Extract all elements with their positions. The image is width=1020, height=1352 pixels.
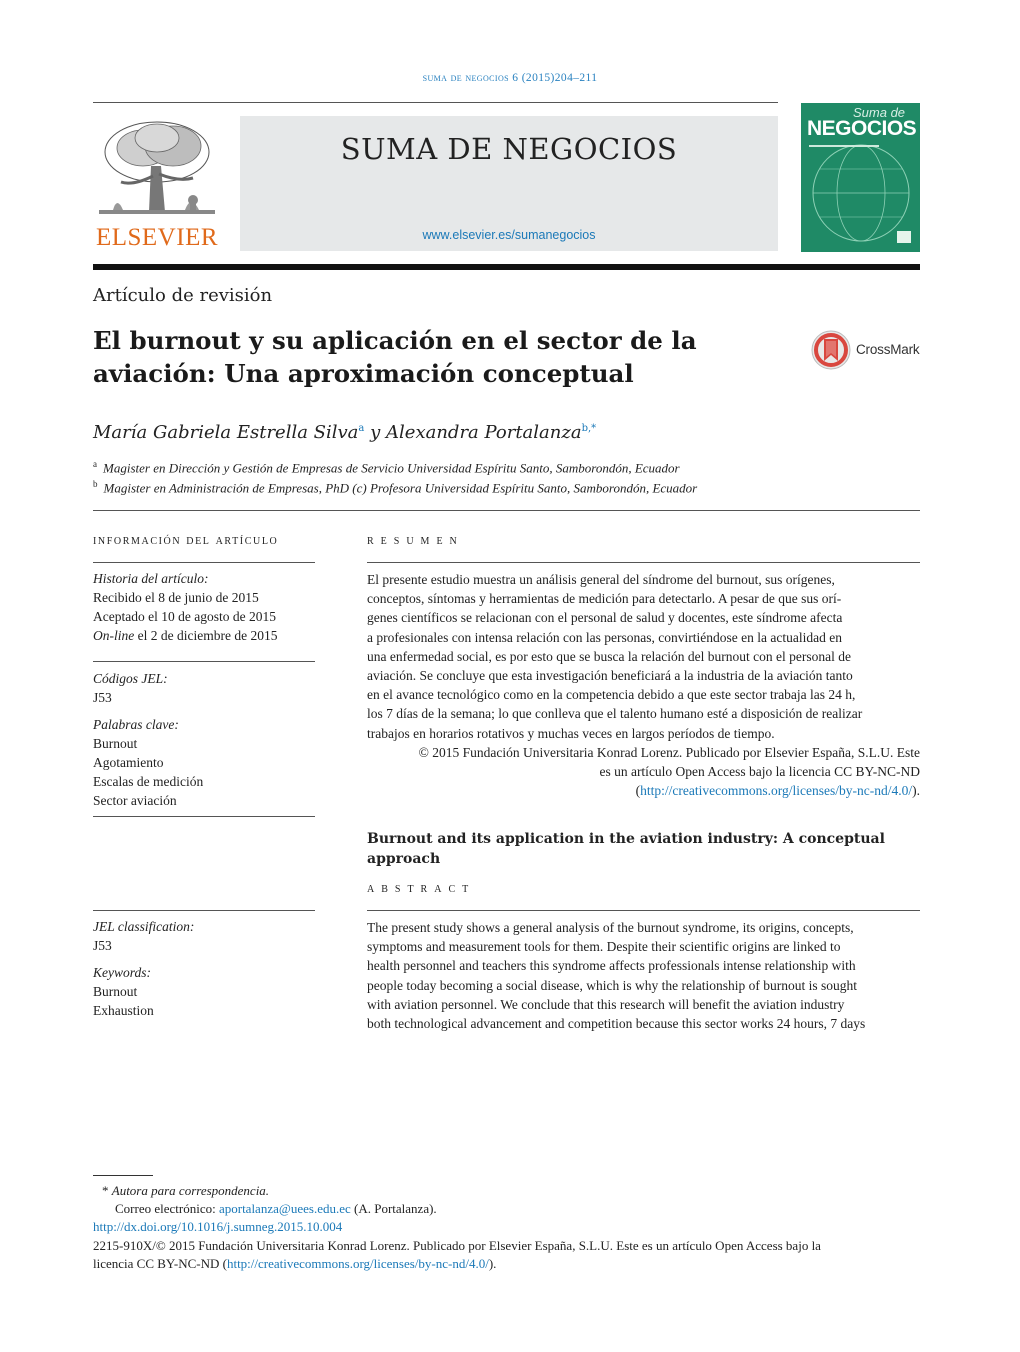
article-history [93, 569, 315, 645]
jel-code-en: J53 [93, 938, 112, 953]
resumen-body [367, 570, 920, 800]
footnote-star: * [102, 1183, 109, 1198]
jel-codes [93, 669, 315, 707]
jel-classification-en [93, 917, 315, 955]
english-title [367, 829, 887, 869]
resumen-line: los 7 días de la semana; lo que conlleva que el talento humano esté a disposición de realizar [367, 706, 863, 722]
resumen-line: conceptos, síntomas y herramientas de medición para detectarlo. A pesar de que sus orí- [367, 591, 842, 607]
license-link[interactable]: http://creativecommons.org/licenses/by-nc-nd/4.0/ [640, 783, 913, 799]
running-head-issue: 6 (2015)204–211 [512, 72, 598, 84]
copyright-line: es un artículo Open Access bajo la licencia CC BY-NC-ND [599, 764, 920, 780]
article-title [93, 324, 733, 390]
affiliation-text: Magister en Dirección y Gestión de Empresas de Servicio Universidad Espíritu Santo, Samborondón, Ecuador [103, 460, 680, 476]
affiliation-marker[interactable]: a [358, 423, 365, 434]
received-date: Recibido el 8 de junio de 2015 [93, 590, 259, 605]
author-list [93, 422, 596, 443]
online-date-text: el 2 de diciembre de 2015 [134, 628, 278, 643]
doi-note [93, 1218, 920, 1236]
article-title-line2: aviación: Una aproximación conceptual [93, 359, 634, 388]
copyright-line: © 2015 Fundación Universitaria Konrad Lorenz. Publicado por Elsevier España, S.L.U. Este [418, 744, 920, 760]
journal-banner [240, 116, 778, 251]
affiliation-b [93, 479, 697, 496]
resumen-heading: resumen [367, 533, 464, 548]
corresponding-note [93, 1182, 920, 1200]
abstract-heading: abstract [367, 881, 476, 896]
running-head-journal[interactable]: suma de negocios [422, 72, 509, 84]
copyright-license [367, 781, 920, 800]
abstract-body [367, 918, 920, 1033]
header-thick-rule [93, 264, 920, 270]
affiliation-a [93, 459, 680, 476]
license-note-line2 [93, 1255, 920, 1273]
jel-label-en: JEL classification: [93, 919, 195, 934]
crossmark-icon [811, 330, 851, 370]
license-note-post: ). [488, 1255, 497, 1271]
corresponding-label: Autora para correspondencia. [111, 1183, 270, 1198]
jel-label: Códigos JEL: [93, 671, 168, 686]
cover-subtitle: Suma de [853, 105, 906, 120]
keywords-es [93, 715, 315, 810]
keyword: Exhaustion [93, 1003, 154, 1018]
author-conjunction: y [370, 422, 381, 443]
english-title-line1: Burnout and its application in the aviation industry: A conceptual [367, 831, 885, 847]
online-label: On-line [93, 628, 135, 643]
affiliation-mark: a [93, 459, 97, 469]
header-rule [93, 102, 778, 103]
resumen-line: El presente estudio muestra un análisis general del síndrome del burnout, sus orígenes, [367, 572, 835, 587]
email-label: Correo electrónico: [115, 1201, 219, 1217]
resumen-line: una enfermedad social, es por esto que se busca la relación del burnout con el personal de [367, 648, 851, 664]
keywords-label-en: Keywords: [93, 965, 151, 980]
abstract-line: both technological advancement and competition because this sector works 24 hours, 7 days [367, 1016, 866, 1032]
email-note [93, 1200, 920, 1218]
affiliation-mark: b [93, 479, 98, 489]
elsevier-wordmark: ELSEVIER [95, 224, 219, 251]
keywords-label: Palabras clave: [93, 717, 179, 732]
author-name[interactable]: María Gabriela Estrella Silva [93, 422, 359, 443]
abstract-rule [367, 910, 920, 911]
jel-code: J53 [93, 690, 112, 705]
resumen-line: a profesionales con intensa relación con las personas, convirtiéndose en la actualidad en [367, 629, 842, 645]
author-name[interactable]: Alexandra Portalanza [386, 422, 582, 443]
elsevier-tree-icon [93, 116, 221, 224]
license-paren: ( [635, 783, 641, 799]
resumen-line: aviación. Se concluye que esta investigación beneficiará a la industria de la aviación tanto [367, 668, 853, 684]
email-link[interactable]: aportalanza@uees.edu.ec [218, 1201, 351, 1217]
abstract-line: symptoms and measurement tools for them. Despite their scientific origins are linked to [367, 939, 841, 955]
elsevier-logo[interactable] [93, 116, 221, 252]
license-note-pre: licencia CC BY-NC-ND ( [93, 1255, 227, 1271]
history-label: Historia del artículo: [93, 571, 209, 586]
keywords-en [93, 963, 315, 1020]
resumen-line: en el avance tecnológico como en la competencia debido a que este sector trabaja las 24 h, [367, 687, 856, 703]
abstract-line: with aviation personnel. We conclude that this research will benefit the aviation industry [367, 996, 845, 1012]
license-paren: ). [912, 783, 920, 799]
keyword: Burnout [93, 736, 138, 751]
license-note-link[interactable]: http://creativecommons.org/licenses/by-nc-nd/4.0/ [226, 1255, 489, 1271]
article-type: Artículo de revisión [93, 285, 273, 306]
article-info-rule [93, 562, 315, 563]
journal-title: SUMA DE NEGOCIOS [340, 132, 678, 166]
keyword: Burnout [93, 984, 138, 999]
keywords-rule [93, 816, 315, 817]
affiliation-marker[interactable]: b,* [581, 423, 597, 434]
crossmark-badge[interactable] [811, 330, 923, 370]
footnotes [93, 1182, 920, 1273]
article-info-heading: información del artículo [93, 533, 279, 548]
crossmark-label: CrossMark [856, 342, 920, 357]
email-suffix: (A. Portalanza). [350, 1201, 437, 1217]
keyword: Escalas de medición [93, 774, 204, 789]
resumen-rule [367, 562, 920, 563]
cover-title: NEGOCIOS [807, 117, 917, 140]
running-head [0, 72, 1020, 84]
article-title-line1: El burnout y su aplicación en el sector de la [93, 326, 697, 355]
keyword: Sector aviación [93, 793, 177, 808]
accepted-date: Aceptado el 10 de agosto de 2015 [93, 609, 276, 624]
abstract-line: The present study shows a general analysis of the burnout syndrome, its origins, concepts, [367, 920, 854, 935]
journal-url-link[interactable]: www.elsevier.es/sumanegocios [422, 228, 596, 242]
online-date [93, 626, 315, 645]
keyword: Agotamiento [93, 755, 164, 770]
affiliation-text: Magister en Administración de Empresas, PhD (c) Profesora Universidad Espíritu Santo, Samborondón, Ecuador [103, 480, 698, 496]
abstract-line: health personnel and teachers this syndrome affects professionals intense relationship with [367, 958, 856, 974]
journal-cover[interactable] [801, 103, 920, 252]
section-rule [93, 510, 920, 511]
resumen-line: trabajos en horarios rotativos y muchas veces en largos períodos de tiempo. [367, 725, 775, 741]
english-info-rule [93, 910, 315, 911]
doi-link[interactable]: http://dx.doi.org/10.1016/j.sumneg.2015.10.004 [93, 1219, 343, 1235]
english-title-line2: approach [367, 851, 441, 867]
footnote-rule [93, 1175, 153, 1176]
history-rule [93, 661, 315, 662]
resumen-line: genes científicos se relacionan con el personal de salud y docentes, este síndrome afecta [367, 610, 843, 626]
license-note-line1: 2215-910X/© 2015 Fundación Universitaria Konrad Lorenz. Publicado por Elsevier España, S.L.U. Este es un artículo Open Access bajo la [93, 1237, 821, 1253]
abstract-line: people today becoming a social disease, which is why the relationship of burnout is sought [367, 977, 858, 993]
